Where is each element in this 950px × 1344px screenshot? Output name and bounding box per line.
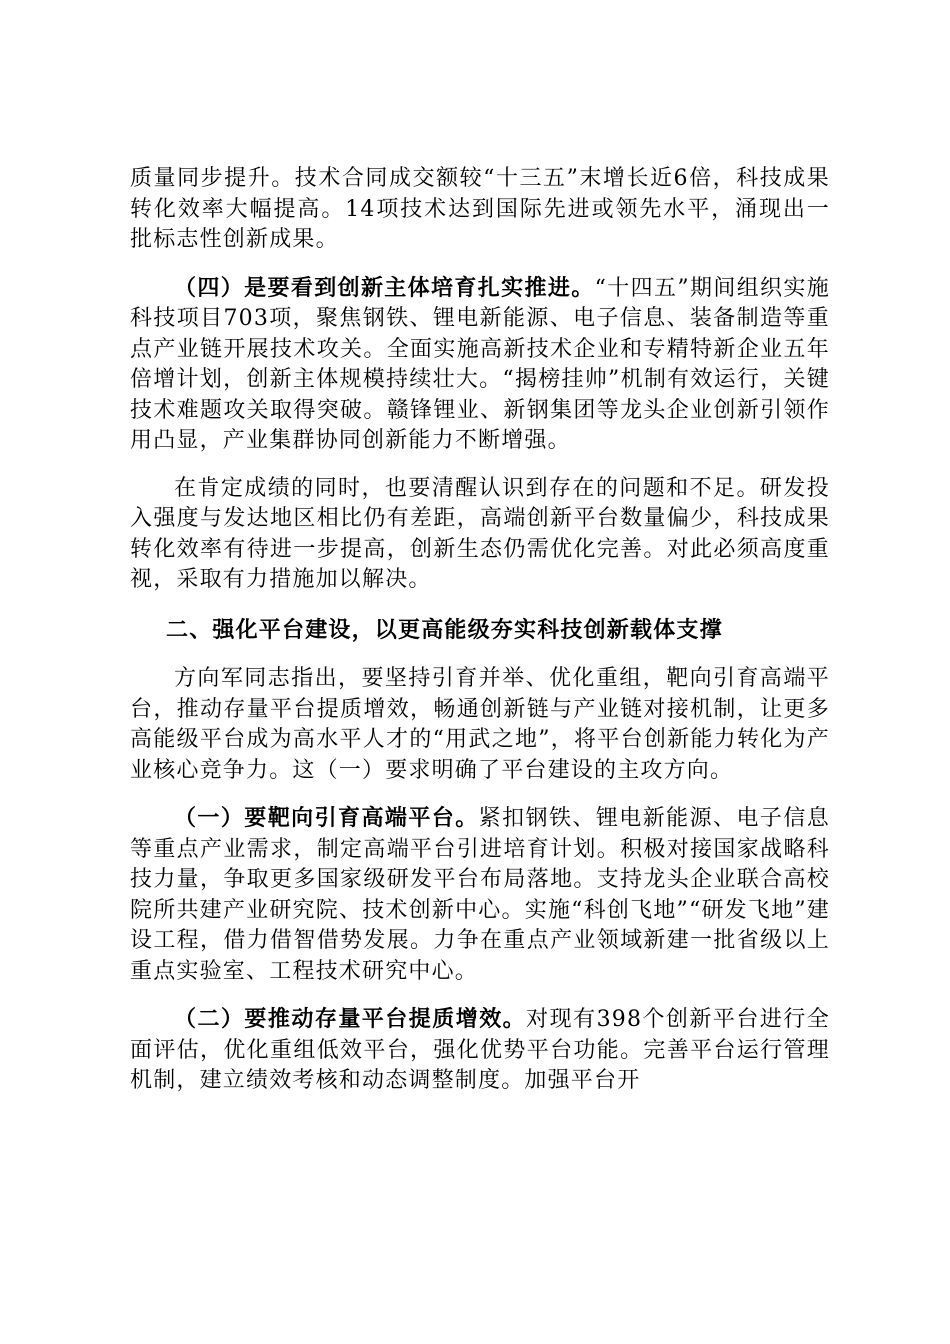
paragraph-lead: （四）是要看到创新主体培育扎实推进。 (174, 274, 595, 301)
paragraph-text: 在肯定成绩的同时，也要清醒认识到存在的问题和不足。研发投入强度与发达地区相比仍有差距，高端创新平台数量偏少，科技成果转化效率有待进一步提高，创新生态仍需优化完善。对此必须高度重视，采取有力措施加以解决。 (130, 475, 830, 592)
paragraph-text: “十四五”期间组织实施科技项目703项，聚焦钢铁、锂电新能源、电子信息、装备制造等重点产业链开展技术攻关。全面实施高新技术企业和专精特新企业五年倍增计划，创新主体规模持续壮大。“揭榜挂帅”机制有效运行，关键技术难题攻关取得突破。赣锋锂业、新钢集团等龙头企业创新引领作用凸显，产业集群协同创新能力不断增强。 (130, 275, 830, 453)
paragraph-achievement-quality (130, 164, 830, 256)
paragraph-high-end-platforms (130, 803, 830, 987)
paragraph-text: 方向军同志指出，要坚持引育并举、优化重组，靶向引育高端平台，推动存量平台提质增效，畅通创新链与产业链对接机制，让更多高能级平台成为高水平人才的“用武之地”，将平台创新能力转化为产业核心竞争力。这（一）要求明确了平台建设的主攻方向。 (130, 666, 830, 783)
paragraph-problems (130, 474, 830, 596)
document-page (130, 164, 830, 1097)
paragraph-text: 质量同步提升。技术合同成交额较“十三五”末增长近6倍，科技成果转化效率大幅提高。14项技术达到国际先进或领先水平，涌现出一批标志性创新成果。 (130, 166, 830, 252)
paragraph-innovation-subjects (130, 273, 830, 457)
section-heading (130, 615, 830, 646)
section-heading-text: 二、强化平台建设，以更高能级夯实科技创新载体支撑 (166, 616, 723, 643)
paragraph-text: 对现有398个创新平台进行全面评估，优化重组低效平台，强化优势平台功能。完善平台运行管理机制，建立绩效考核和动态调整制度。加强平台开 (130, 1007, 830, 1093)
paragraph-existing-platforms (130, 1004, 830, 1097)
paragraph-lead: （一）要靶向引育高端平台。 (174, 805, 479, 831)
paragraph-text: 紧扣钢铁、锂电新能源、电子信息等重点产业需求，制定高端平台引进培育计划。积极对接国家战略科技力量，争取更多国家级研发平台布局落地。支持龙头企业联合高校院所共建产业研究院、技术创新中心。实施“科创飞地”“研发飞地”建设工程，借力借智借势发展。力争在重点产业领域新建一批省级以上重点实验室、工程技术研究中心。 (130, 806, 830, 984)
paragraph-lead: （二）要推动存量平台提质增效。 (174, 1006, 527, 1032)
paragraph-platform-intro (130, 664, 830, 786)
